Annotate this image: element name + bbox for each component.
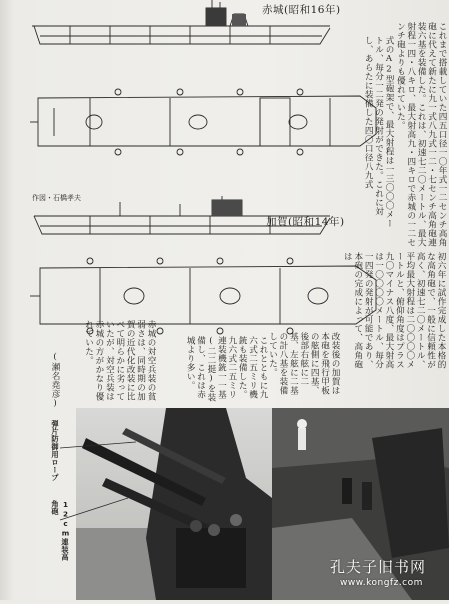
article-text-col-c: 初六年に試作完成した本格的な高角砲で、一般に信頼性が高く、初速七二〇メートル、平均最大射程は二〇〇〇〇メートルと、俯仰角度はプラス九〇マイナス八度、最大射高は一〇〇〇〇メートル、毎分一四発の発射が可能であり、本砲の完成によって、高角砲は <box>342 252 446 369</box>
article-text-col-b: 式のA2型砲架で、最大射程は一三〇〇〇メートル、毎分一二発の発射ができた。これに対し、あらたに装備した四〇口径八九式 <box>363 36 394 228</box>
rope-caption: 弾片防御用ロープ <box>51 420 60 482</box>
article-text-col-d: 改装後の加賀は本砲を飛行甲板の舷側に四基、後部右舷に二基、左舷に二基の計八基を装備していた。 <box>267 332 340 395</box>
article-author: (瀬名堯彦) <box>50 352 60 409</box>
gun-caption: 12cm連装高角砲 <box>51 500 70 562</box>
article-text-col-e: これとともに九六式二五ミリ機銃も装備した。九六式二五ミリ連装機銃一一基(二二挺)を装備し、これは赤城より多い。 <box>185 336 268 402</box>
drawing-credit: 作図・石橋孝夫 <box>32 194 81 202</box>
article-text-col-a: これまで搭載していた四五口径一〇年式一二センチ高角砲に代えて新たに九一式八九式一二・七センチ高角砲連装六基を装備した。これは、初速七二〇メートル、最大射程一四・八キロ、最大射高九・四キロで赤城の一二センチ砲よりも優れていた。 <box>395 22 447 247</box>
kaga-label: 加賀(昭和14年) <box>266 216 345 228</box>
caption-leader-lines <box>58 440 138 530</box>
akagi-label: 赤城(昭和16年) <box>262 4 341 16</box>
watermark-url: www.kongfz.com <box>340 578 423 588</box>
article-text-col-f: 赤城の対空兵装の貧弱さは、同時期の加賀の近代化改装に比べて明らかに劣っていたが、対空兵装は赤城の方がかなり優れていた。 <box>83 320 156 401</box>
watermark-brand: 孔夫子旧书网 <box>330 558 427 576</box>
